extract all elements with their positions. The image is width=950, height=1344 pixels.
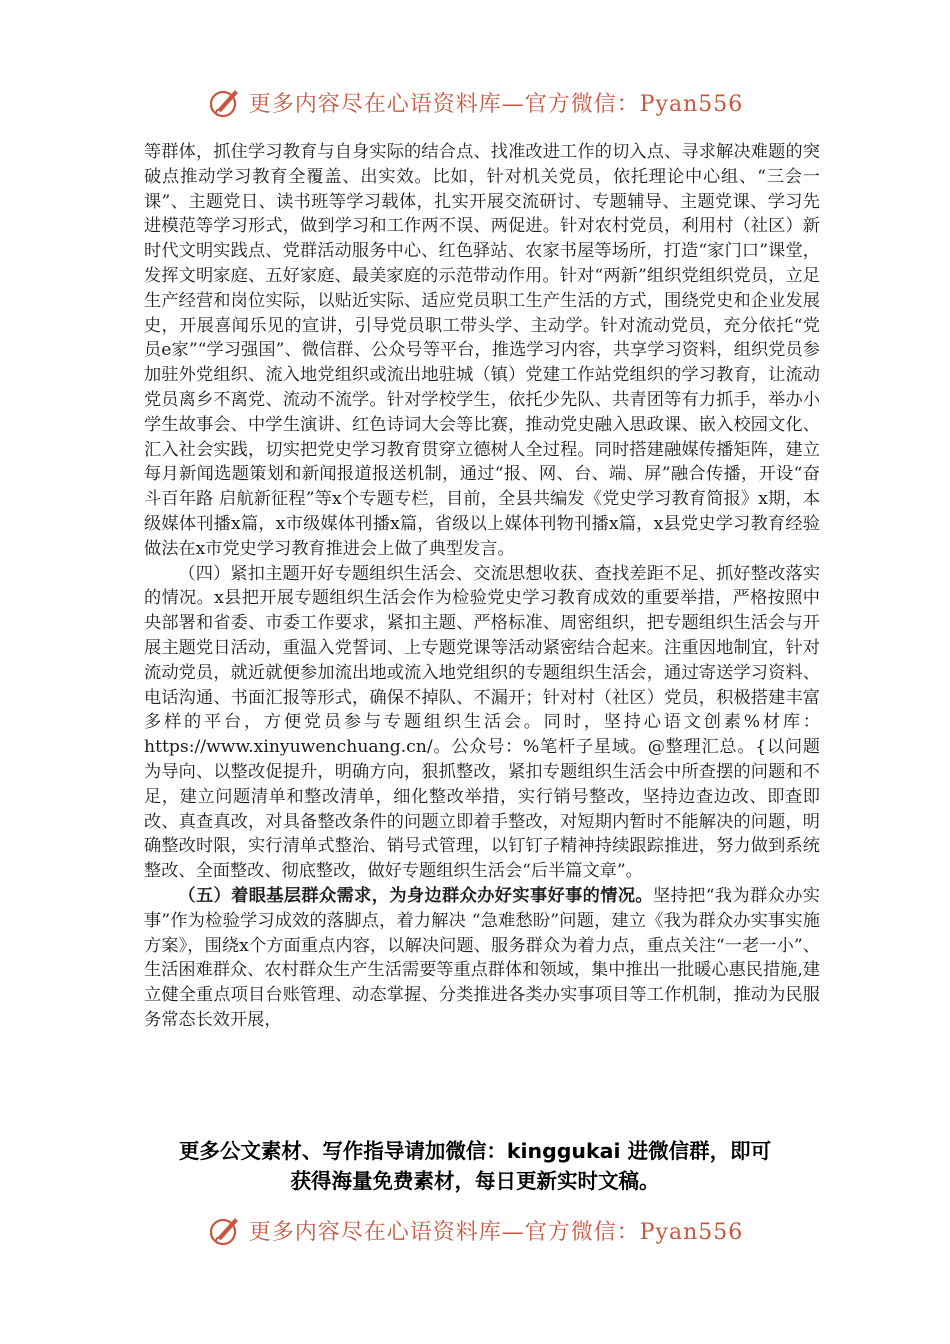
paragraph-2: （四）紧扣主题开好专题组织生活会、交流思想收获、查找差距不足、抓好整改落实的情况。x县把开展专题组织生活会作为检验党史学习教育成效的重要举措，严格按照中央部署和省委、市委工作要求，紧扣主题、严格标准、周密组织，把专题组织生活会与开展主题党日活动，重温入党誓词、上专题党课等活动紧密结合起来。注重因地制宜，针对流动党员，就近就便参加流出地或流入地党组织的专题组织生活会，通过寄送学习资料、电话沟通、书面汇报等形式，确保不掉队、不漏开；针对村（社区）党员，积极搭建丰富多样的平台，方便党员参与专题组织生活会。同时，坚持心语文创素%材库：https://www.xinyuwenchuang.cn/。公众号：%笔杆子星域。@整理汇总。{以问题为导向、以整改促提升，明确方向，狠抓整改，紧扣专题组织生活会中所查摆的问题和不足，建立问题清单和整改清单，细化整改举措，实行销号整改，坚持边查边改、即查即改、真查真改，对具备整改条件的问题立即着手整改，对短期内暂时不能解决的问题，明确整改时限，实行清单式整治、销号式管理，以钉钉子精神持续跟踪推进，努力做到系统整改、全面整改、彻底整改，做好专题组织生活会“后半篇文章”。 (144, 563, 820, 882)
watermark-footer (0, 1210, 950, 1250)
quill-logo-icon (207, 1212, 243, 1248)
document-body (144, 140, 820, 1033)
quill-logo-icon (207, 84, 243, 120)
watermark-text: 更多内容尽在心语资料库—官方微信：Pyan556 (248, 1219, 744, 1245)
paragraph-3 (144, 884, 820, 1033)
promo-line-2: 获得海量免费素材，每日更新实时文稿。 (290, 1169, 660, 1193)
promo-banner (120, 1136, 830, 1196)
promo-line-1: 更多公文素材、写作指导请加微信：kinggukai 进微信群，即可 (178, 1139, 772, 1163)
paragraph-3-text: 坚持把“我为群众办实事”作为检验学习成效的落脚点，着力解决 “急难愁盼”问题，建立《我为群众办实事实施方案》，围绕x个方面重点内容，以解决问题、服务群众为着力点，重点关注“一老一小”、生活困难群众、农村群众生产生活需要等重点群体和领域，集中推出一批暖心惠民措施,建立健全重点项目台账管理、动态掌握、分类推进各类办实事项目等工作机制，推动为民服务常态长效开展， (144, 885, 820, 1030)
section-heading-5: （五）着眼基层群众需求，为身边群众办好实事好事的情况。 (178, 885, 653, 906)
paragraph-1: 等群体，抓住学习教育与自身实际的结合点、找准改进工作的切入点、寻求解决难题的突破点推动学习教育全覆盖、出实效。比如，针对机关党员，依托理论中心组、“三会一课”、主题党日、读书班等学习载体，扎实开展交流研讨、专题辅导、主题党课、学习先进模范等学习形式，做到学习和工作两不误、两促进。针对农村党员，利用村（社区）新时代文明实践点、党群活动服务中心、红色驿站、农家书屋等场所，打造“家门口”课堂，发挥文明家庭、五好家庭、最美家庭的示范带动作用。针对“两新”组织党组织党员，立足生产经营和岗位实际，以贴近实际、适应党员职工生产生活的方式，围绕党史和企业发展史，开展喜闻乐见的宣讲，引导党员职工带头学、主动学。针对流动党员，充分依托“党员e家”“学习强国”、微信群、公众号等平台，推选学习内容，共享学习资料，组织党员参加驻外党组织、流入地党组织或流出地驻城（镇）党建工作站党组织的学习教育，让流动党员离乡不离党、流动不流学。针对学校学生，依托少先队、共青团等有力抓手，举办小学生故事会、中学生演讲、红色诗词大会等比赛，推动党史融入思政课、嵌入校园文化、汇入社会实践，切实把党史学习教育贯穿立德树人全过程。同时搭建融媒传播矩阵，建立每月新闻选题策划和新闻报道报送机制，通过“报、网、台、端、屏”融合传播，开设“奋斗百年路 启航新征程”等x个专题专栏，目前，全县共编发《党史学习教育简报》x期，本级媒体刊播x篇，x市级媒体刊播x篇，省级以上媒体刊物刊播x篇，x县党史学习教育经验做法在x市党史学习教育推进会上做了典型发言。 (144, 142, 820, 559)
watermark-header (0, 82, 950, 122)
watermark-text: 更多内容尽在心语资料库—官方微信：Pyan556 (248, 91, 744, 117)
